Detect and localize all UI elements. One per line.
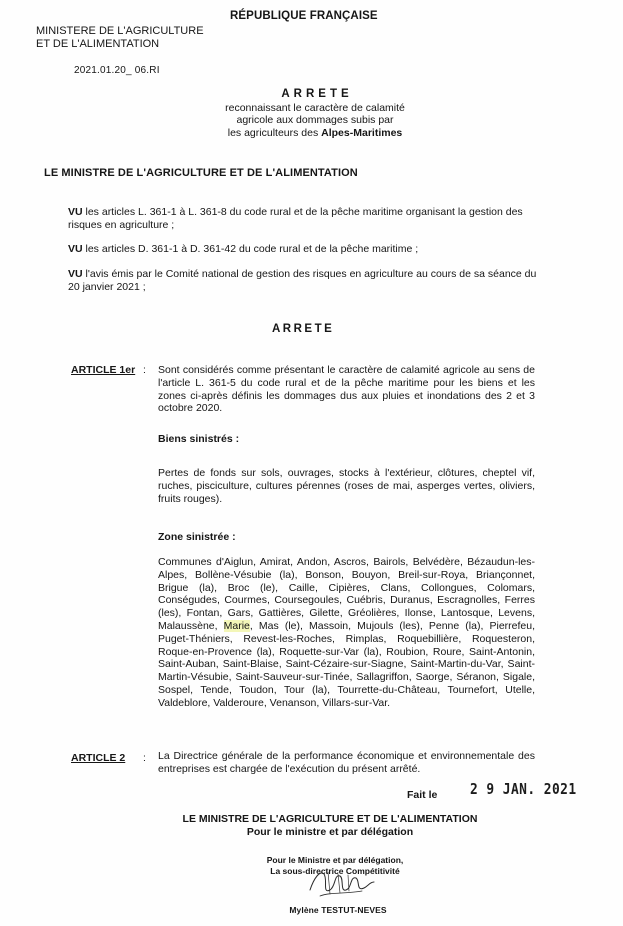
highlighted-commune: Marie [223, 619, 250, 632]
zone-text-after: , Mas (le), Massoin, Mujouls (les), Penne (la), Pierrefeu, Puget-Théniers, Revest-les-Roches, Rimplas, Roquebillière, Roquesteron, Roque-en-Provence (la), Roquette-sur-Var (la), Roubion, Roure, Saint-Antonin, Saint-Auban, Saint-Blaise, Saint-Cézaire-sur-Siagne, Saint-Martin-du-Var, Saint-Martin-Vésubie, Saint-Sauveur-sur-Tinée, Sallagriffon, Saorge, Séranon, Sigale, Sospel, Tende, Toudon, Tour (la), Tourrette-du-Château, Tournefort, Utelle, Valdeblore, Valderoure, Venanson, Villars-sur-Var. [158, 619, 536, 709]
visa-3-keyword: VU [68, 268, 83, 280]
visa-2 [68, 243, 538, 256]
ministry-line-2: ET DE L'ALIMENTATION [36, 38, 160, 50]
title-line-1: reconnaissant le caractère de calamité [225, 101, 405, 114]
article-1-colon: : [143, 364, 146, 376]
arrete-heading: ARRETE [272, 323, 335, 335]
ministry-letterhead [36, 25, 204, 51]
article-2-colon: : [143, 752, 146, 764]
fait-le-label: Fait le [407, 789, 438, 801]
biens-heading: Biens sinistrés : [158, 433, 240, 445]
visa-1-keyword: VU [68, 206, 83, 218]
visa-1 [68, 206, 538, 232]
ministry-line-1: MINISTERE DE L'AGRICULTURE [36, 25, 204, 37]
department-name: Alpes-Maritimes [321, 126, 403, 139]
zone-heading: Zone sinistrée : [158, 531, 236, 543]
zone-communes-list [158, 556, 535, 710]
biens-text: Pertes de fonds sur sols, ouvrages, stocks à l'extérieur, clôtures, cheptel vif, ruches, pisciculture, cultures pérennes (roses de mai, asperges vertes, oliviers, fruits rouges). [158, 467, 535, 505]
visa-2-keyword: VU [68, 243, 83, 255]
stamp-line-2: La sous-directrice Compétitivité [270, 866, 400, 876]
date-stamp: 2 9 JAN. 2021 [470, 780, 577, 798]
visa-2-text: les articles D. 361-1 à D. 361-42 du code rural et de la pêche maritime ; [82, 243, 419, 255]
visa-3 [68, 268, 538, 294]
zone-text-before: Communes d'Aiglun, Amirat, Andon, Ascros, Bairols, Belvédère, Bézaudun-les-Alpes, Bollène-Vésubie (la), Bonson, Bouyon, Breil-sur-Roya, Briançonnet, Brigue (la), Broc (le), Caille, Cipières, Clans, Collongues, Colomars, Conségudes, Courmes, Coursegoules, Cuébris, Duranus, Escragnolles, Ferres (les), Fontan, Gars, Gattières, Gilette, Gréolières, Ilonse, Lantosque, Levens, Malaussène, [158, 556, 535, 632]
title-heading: ARRETE [281, 88, 353, 100]
document-reference: 2021.01.20_ 06.RI [74, 65, 160, 76]
article-2-label: ARTICLE 2 [71, 752, 126, 764]
signatory-delegation: Pour le ministre et par délégation [246, 826, 414, 838]
article-1-text: Sont considérés comme présentant le caractère de calamité agricole au sens de l'article L. 361-5 du code rural et de la pêche maritime pour les biens et les zones ci-après définis les dommages dus aux pluies et inondations des 2 et 3 octobre 2020. [158, 364, 535, 415]
signatory-minister: LE MINISTRE DE L'AGRICULTURE ET DE L'ALIMENTATION [182, 813, 478, 825]
signer-name: Mylène TESTUT-NEVES [289, 905, 387, 915]
minister-heading: LE MINISTRE DE L'AGRICULTURE ET DE L'ALIMENTATION [44, 167, 358, 179]
republic-header: RÉPUBLIQUE FRANÇAISE [230, 10, 378, 22]
title-line-2: agricole aux dommages subis par [236, 114, 394, 126]
handwritten-signature [300, 860, 380, 904]
stamp-line-1: Pour le Ministre et par délégation, [266, 855, 404, 865]
article-2-text: La Directrice générale de la performance économique et environnementale des entreprises est chargée de l'exécution du présent arrêté. [158, 750, 535, 775]
decree-title [185, 88, 445, 139]
article-1-label: ARTICLE 1er [71, 364, 136, 376]
title-line-3 [185, 127, 445, 140]
title-line-3-prefix: les agriculteurs des [227, 126, 322, 139]
signatory-block [120, 813, 540, 839]
visa-3-text: l'avis émis par le Comité national de gestion des risques en agriculture au cours de sa séance du 20 janvier 2021 ; [68, 268, 537, 293]
visa-1-text: les articles L. 361-1 à L. 361-8 du code rural et de la pêche maritime organisant la gestion des risques en agriculture ; [68, 206, 523, 231]
